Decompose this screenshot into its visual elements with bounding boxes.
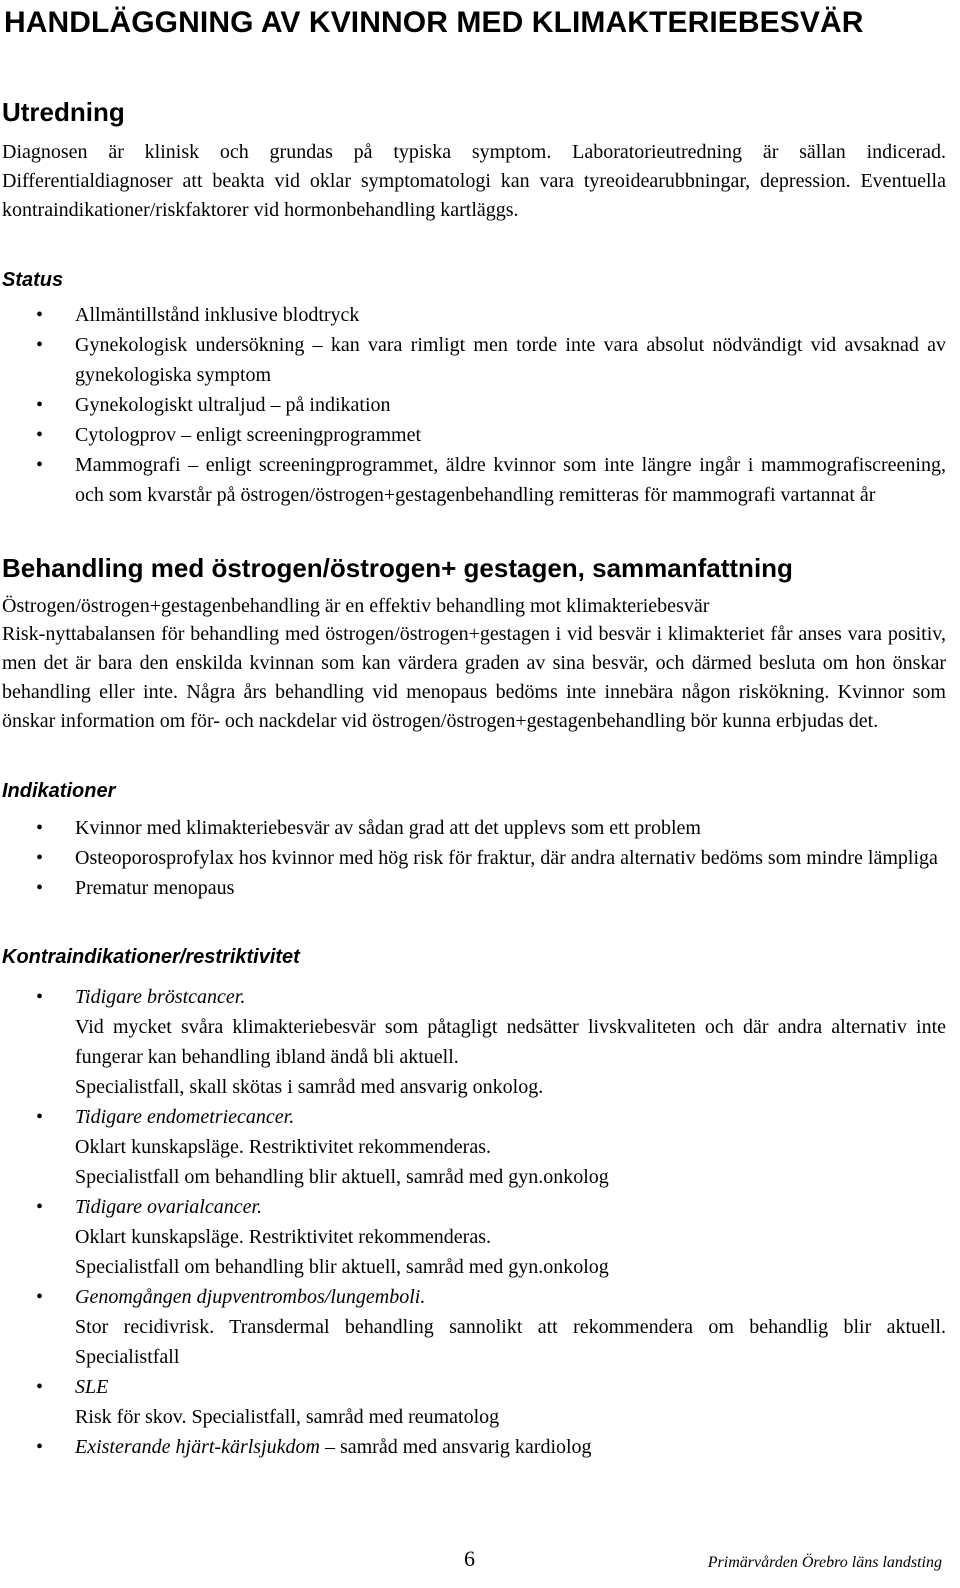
list-item: • Gynekologisk undersökning – kan vara rimligt men torde inte vara absolut nödvändigt vid avsaknad av gynekologiska symptom — [0, 330, 946, 390]
list-item: • Allmäntillstånd inklusive blodtryck — [0, 300, 946, 330]
section-heading-utredning: Utredning — [2, 97, 125, 127]
bullet-icon: • — [36, 986, 44, 1008]
indikationer-list — [0, 813, 946, 903]
bullet-icon: • — [36, 1286, 44, 1308]
list-item: • Tidigare endometriecancer. Oklart kunskapsläge. Restriktivitet rekommenderas. Specialistfall om behandling blir aktuell, samråd med gyn.onkolog — [0, 1102, 946, 1192]
list-item: • SLE Risk för skov. Specialistfall, samråd med reumatolog — [0, 1372, 946, 1432]
status-list — [0, 300, 946, 510]
bullet-icon: • — [36, 1106, 44, 1128]
page-title: HANDLÄGGNING AV KVINNOR MED KLIMAKTERIEBESVÄR — [4, 6, 864, 39]
bullet-icon: • — [36, 847, 44, 869]
list-item: • Cytologprov – enligt screeningprogrammet — [0, 420, 946, 450]
list-item: • Mammografi – enligt screeningprogrammet, äldre kvinnor som inte längre ingår i mammografiscreening, och som kvarstår på östrogen/östrogen+gestagenbehandling remitteras för mammografi vartannat år — [0, 450, 946, 510]
section-heading-behandling: Behandling med östrogen/östrogen+ gestagen, sammanfattning — [2, 553, 793, 583]
bullet-icon: • — [36, 424, 44, 446]
bullet-icon: • — [36, 817, 44, 839]
section-heading-kontraindikationer: Kontraindikationer/restriktivitet — [2, 946, 300, 968]
footer-organization: Primärvården Örebro läns landsting — [707, 1554, 942, 1571]
section-heading-status: Status — [2, 269, 64, 291]
kontraindikationer-list — [0, 982, 946, 1462]
list-item: • Genomgången djupventrombos/lungemboli. Stor recidivrisk. Transdermal behandling sannolikt att rekommendera om behandlig blir aktuell. Specialistfall — [0, 1282, 946, 1372]
list-item: • Osteoporosprofylax hos kvinnor med hög risk för fraktur, där andra alternativ bedöms som mindre lämpliga — [0, 843, 946, 873]
section-heading-indikationer: Indikationer — [2, 780, 116, 802]
list-item: • Existerande hjärt-kärlsjukdom – samråd med ansvarig kardiolog — [0, 1432, 946, 1462]
list-item: • Tidigare ovarialcancer. Oklart kunskapsläge. Restriktivitet rekommenderas. Specialistfall om behandling blir aktuell, samråd med gyn.onkolog — [0, 1192, 946, 1282]
page-number: 6 — [464, 1546, 475, 1571]
bullet-icon: • — [36, 1436, 44, 1458]
bullet-icon: • — [36, 877, 44, 899]
list-item: • Kvinnor med klimakteriebesvär av sådan grad att det upplevs som ett problem — [0, 813, 946, 843]
bullet-icon: • — [36, 1376, 44, 1398]
bullet-icon: • — [36, 334, 44, 356]
utredning-paragraph: Diagnosen är klinisk och grundas på typiska symptom. Laboratorieutredning är sällan indicerad. Differentialdiagnoser att beakta vid oklar symptomatologi kan vara tyreoidearubbningar, depression. Eventuella kontraindikationer/riskfaktorer vid hormonbehandling kartläggs. — [2, 141, 946, 221]
list-item: • Gynekologiskt ultraljud – på indikation — [0, 390, 946, 420]
list-item: • Prematur menopaus — [0, 873, 946, 903]
bullet-icon: • — [36, 1196, 44, 1218]
bullet-icon: • — [36, 394, 44, 416]
list-item: • Tidigare bröstcancer. Vid mycket svåra klimakteriebesvär som påtagligt nedsätter livskvaliteten och där andra alternativ inte fungerar kan behandling ibland ändå bli aktuell. Specialistfall, skall skötas i samråd med ansvarig onkolog. — [0, 982, 946, 1102]
bullet-icon: • — [36, 454, 44, 476]
bullet-icon: • — [36, 304, 44, 326]
behandling-lead: Östrogen/östrogen+gestagenbehandling är en effektiv behandling mot klimakteriebesvär — [2, 595, 710, 617]
behandling-paragraph: Risk-nyttabalansen för behandling med östrogen/östrogen+gestagen i vid besvär i klimakteriet får anses vara positiv, men det är bara den enskilda kvinnan som kan värdera graden av sina besvär, och därmed besluta om hon önskar behandling eller inte. Några års behandling vid menopaus bedöms inte innebära någon riskökning. Kvinnor som önskar information om för- och nackdelar vid östrogen/östrogen+gestagenbehandling bör kunna erbjudas det. — [2, 623, 946, 732]
